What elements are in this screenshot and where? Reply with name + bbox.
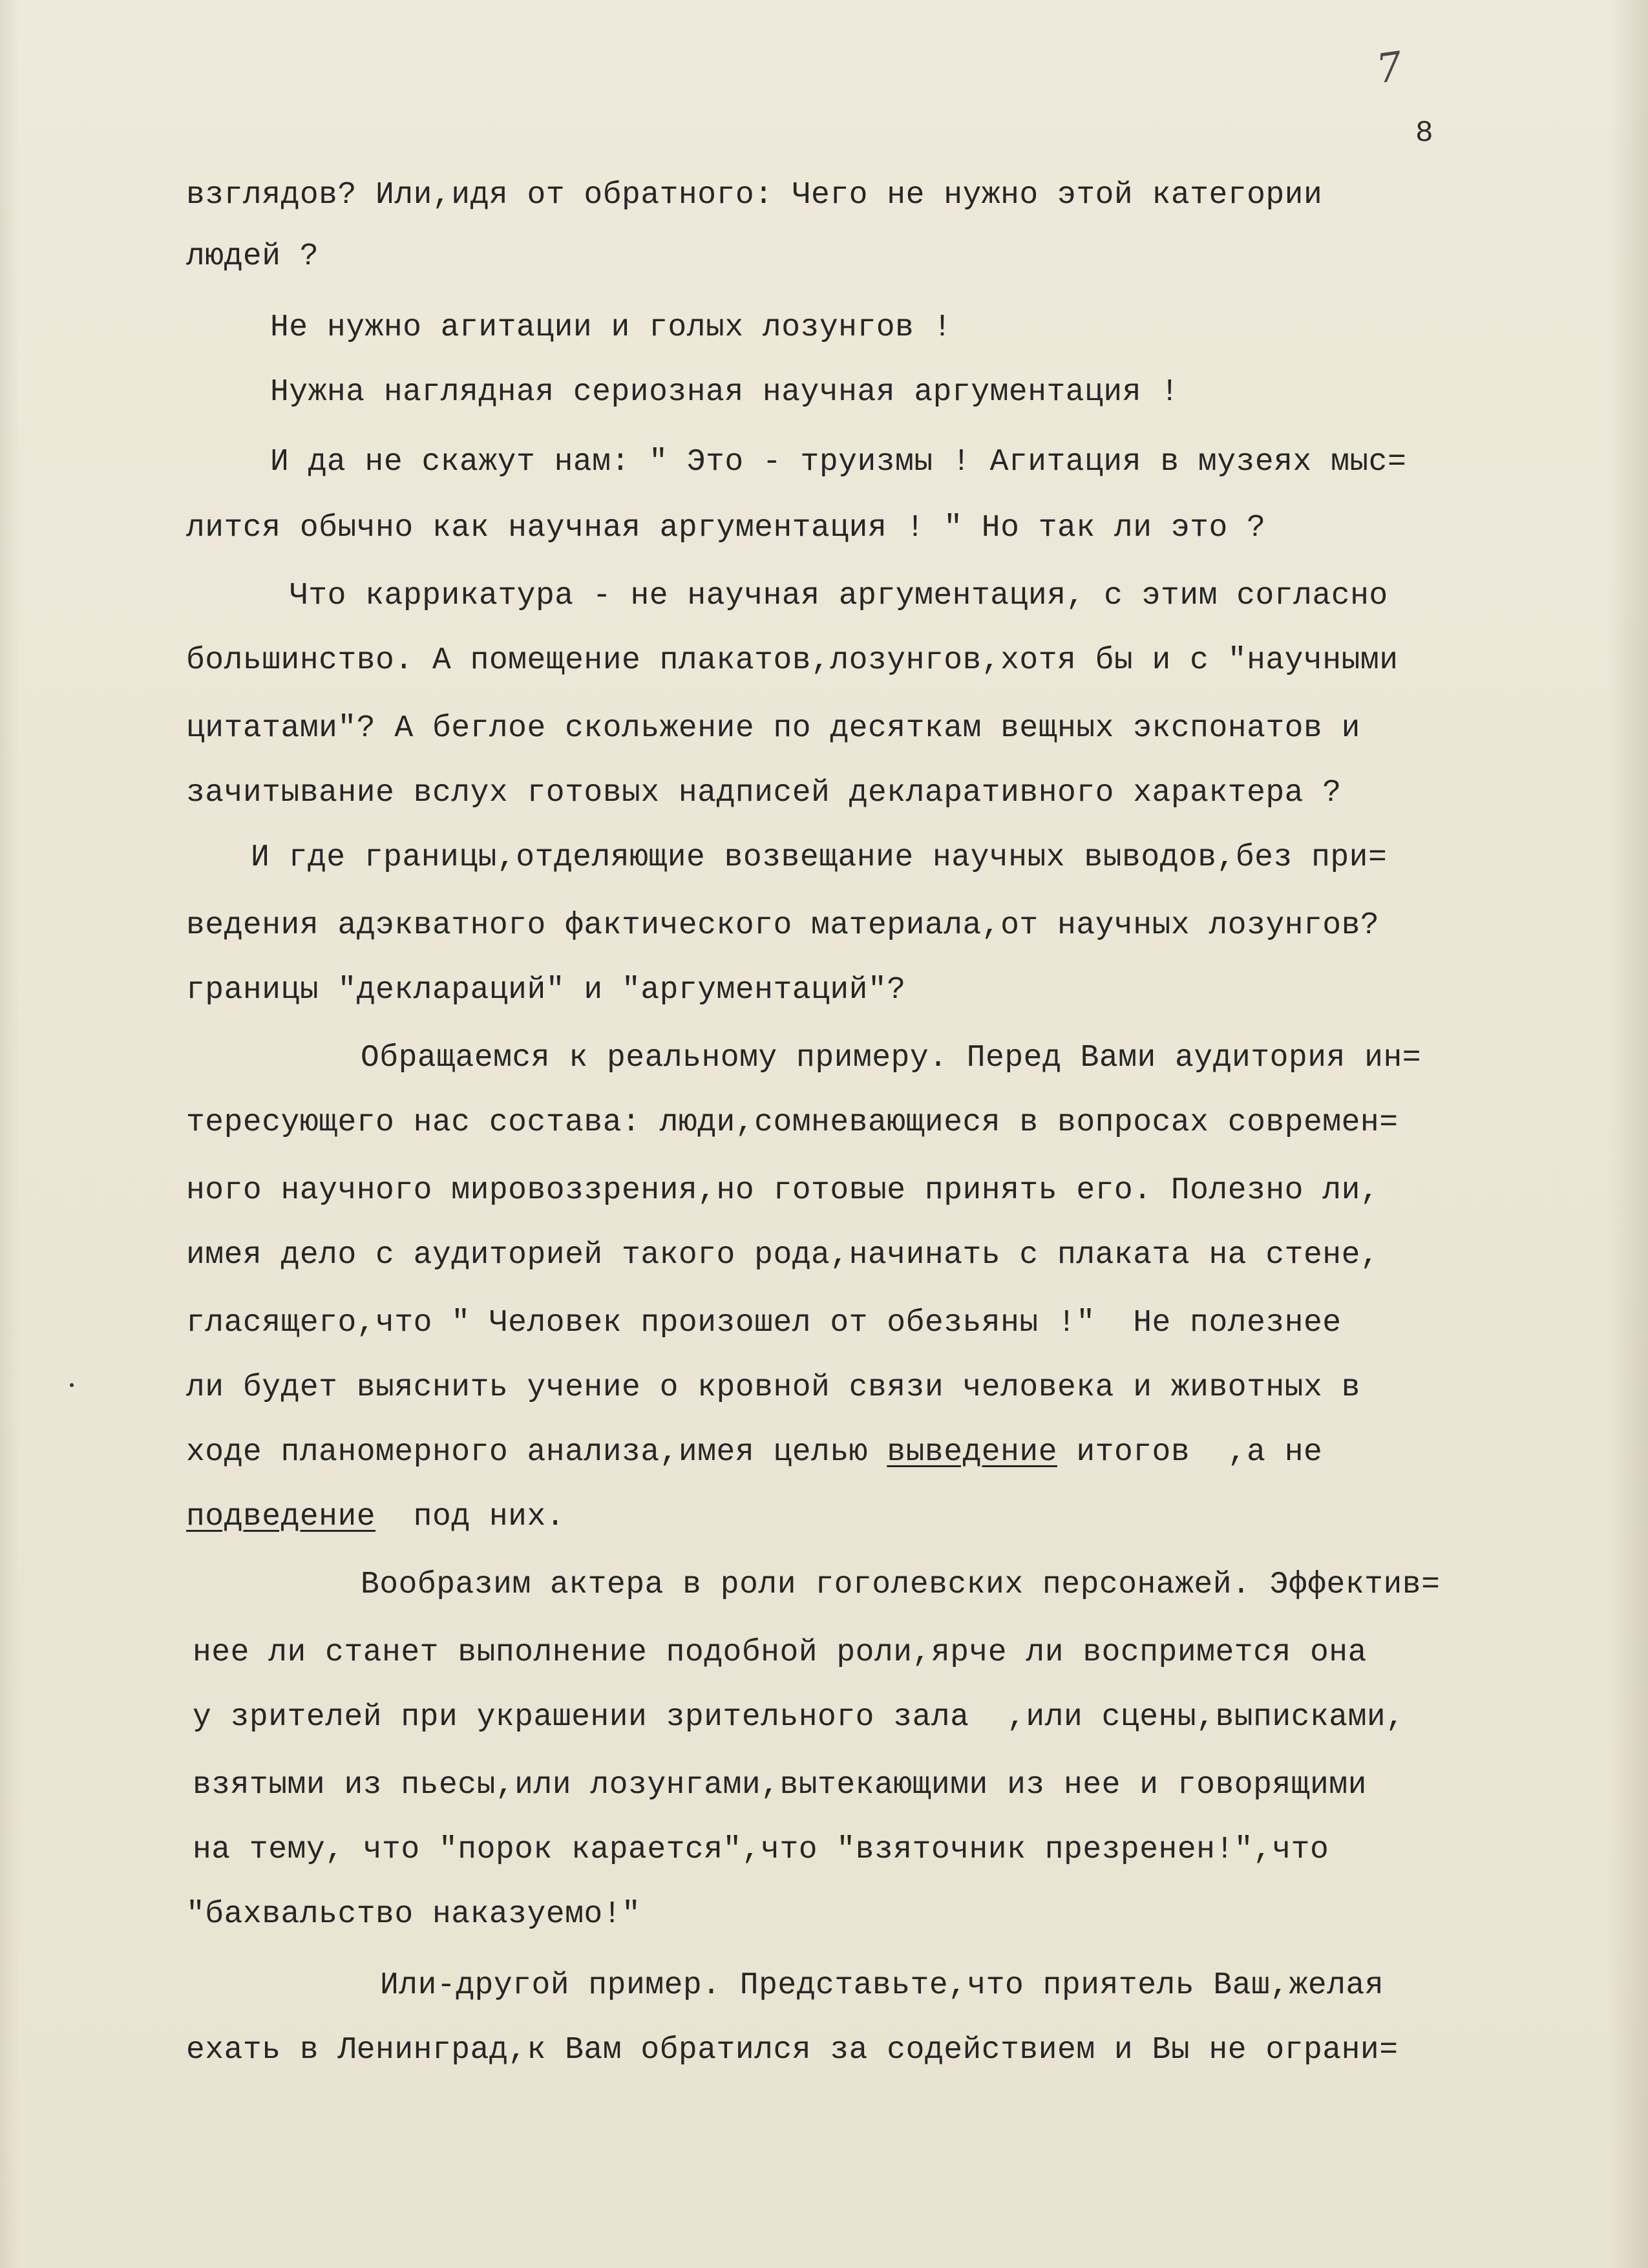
text-line: людей ?	[186, 239, 319, 274]
text-line: Обращаемся к реальному примеру. Перед Вами аудитория ин=	[361, 1041, 1422, 1076]
text-line: ли будет выяснить учение о кровной связи человека и животных в	[186, 1370, 1360, 1405]
text-line: гласящего,что " Человек произошел от обезьяны !" Не полезнее	[186, 1306, 1342, 1341]
text-line: цитатами"? А беглое скольжение по десяткам вещных экспонатов и	[186, 711, 1360, 746]
text-segment: под них.	[375, 1500, 565, 1534]
text-line: ведения адэкватного фактического материала,от научных лозунгов?	[186, 908, 1380, 943]
page-shadow-left	[0, 0, 19, 2268]
text-line: И да не скажут нам: " Это - труизмы ! Агитация в музеях мыс=	[270, 445, 1407, 480]
text-line: Не нужно агитации и голых лозунгов !	[270, 310, 952, 345]
text-line: имея дело с аудиторией такого рода,начинать с плаката на стене,	[186, 1238, 1380, 1273]
text-line: Нужна наглядная сериозная научная аргументация !	[270, 375, 1179, 410]
archive-folio-number: 7	[1373, 42, 1406, 93]
text-segment: итогов ,а не	[1057, 1435, 1323, 1470]
text-line: у зрителей при украшении зрительного зала ,или сцены,выписками,	[193, 1700, 1405, 1735]
text-line: ехать в Ленинград,к Вам обратился за содействием и Вы не ограни=	[186, 2033, 1399, 2068]
page-shadow-right	[1609, 0, 1648, 2268]
page-number: 8	[1415, 116, 1433, 150]
text-line: границы "деклараций" и "аргументаций"?	[186, 973, 906, 1008]
text-line: лится обычно как научная аргументация ! " Но так ли это ?	[186, 511, 1266, 546]
text-line: "бахвальство наказуемо!"	[186, 1897, 641, 1932]
text-line: Что каррикатура - не научная аргументация, с этим согласно	[290, 578, 1388, 613]
text-segment: ходе планомерного анализа,имея целью	[186, 1435, 887, 1470]
text-line: И где границы,отделяющие возвещание научных выводов,без при=	[251, 840, 1388, 875]
text-line	[186, 1433, 1322, 1472]
text-line: Вообразим актера в роли гоголевских персонажей. Эффектив=	[361, 1567, 1441, 1602]
ink-mark	[70, 1383, 74, 1387]
text-line: нее ли станет выполнение подобной роли,ярче ли воспримется она	[193, 1635, 1367, 1670]
text-line: ного научного мировоззрения,но готовые принять его. Полезно ли,	[186, 1173, 1380, 1208]
text-line: Или-другой пример. Представьте,что приятель Ваш,желая	[380, 1968, 1384, 2003]
text-line: взглядов? Или,идя от обратного: Чего не нужно этой категории	[186, 178, 1323, 213]
text-line: большинство. А помещение плакатов,лозунгов,хотя бы и с "научными	[186, 643, 1399, 678]
text-line: взятыми из пьесы,или лозунгами,вытекающими из нее и говорящими	[193, 1768, 1367, 1803]
underlined-word: подведение	[186, 1500, 376, 1534]
underlined-word: выведение	[887, 1435, 1058, 1470]
text-line: на тему, что "порок карается",что "взяточник презренен!",что	[193, 1832, 1329, 1867]
text-line	[186, 1498, 565, 1536]
text-line: тересующего нас состава: люди,сомневающиеся в вопросах современ=	[186, 1105, 1399, 1140]
text-line: зачитывание вслух готовых надписей декларативного характера ?	[186, 776, 1342, 811]
